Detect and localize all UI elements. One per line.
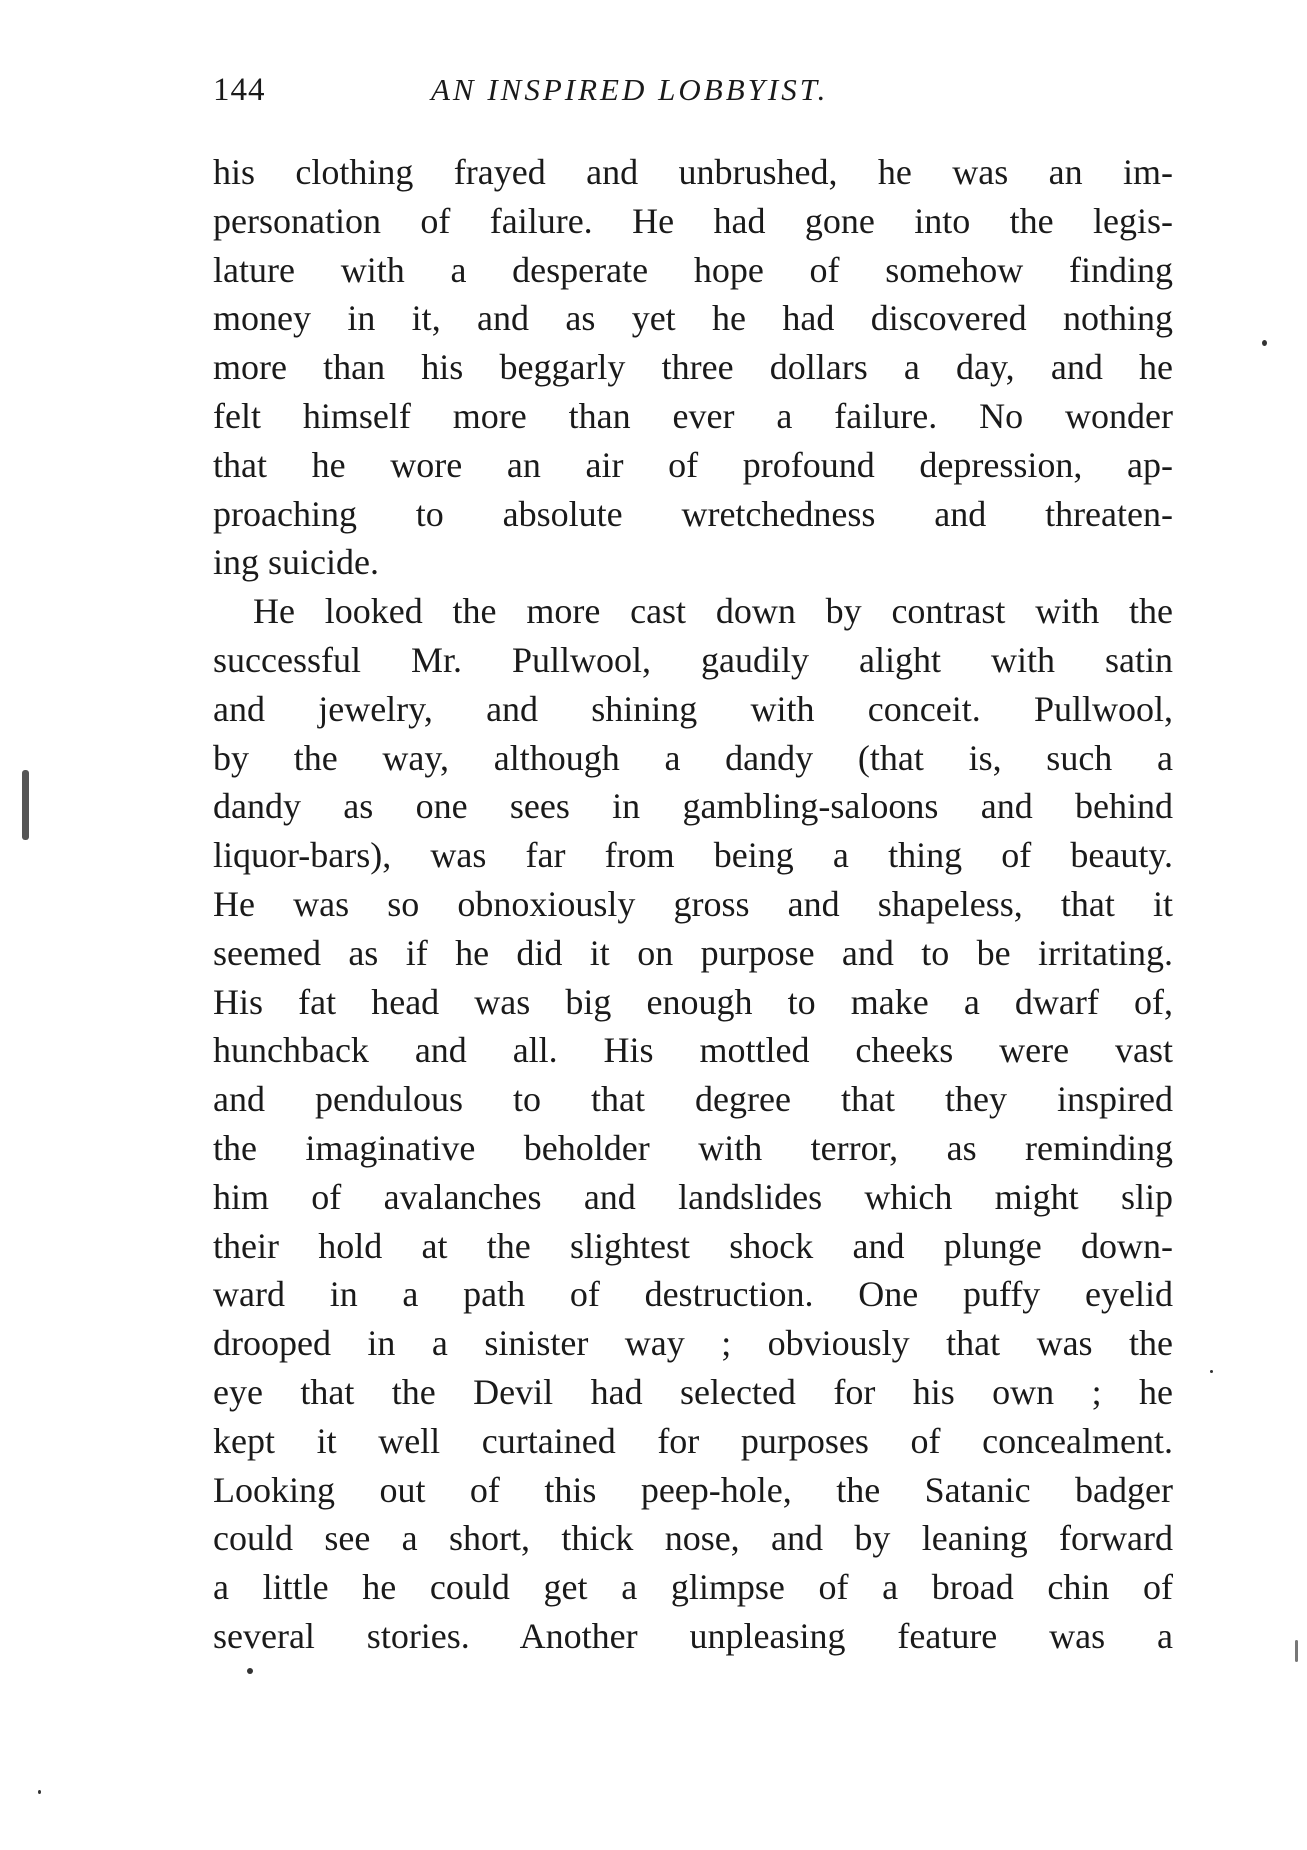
text-line: liquor-bars), was far from being a thing of beauty.	[213, 835, 1173, 876]
text-line: proaching to absolute wretchedness and threaten-	[213, 493, 1173, 534]
body-text	[213, 148, 1173, 1661]
running-title: AN INSPIRED LOBBYIST.	[431, 72, 829, 107]
scan-speck	[247, 1668, 253, 1674]
text-line: ward in a path of destruction. One puffy eyelid	[213, 1274, 1173, 1315]
scan-speck	[1295, 1640, 1298, 1662]
text-line: could see a short, thick nose, and by leaning forward	[213, 1518, 1173, 1559]
text-line: money in it, and as yet he had discovered nothing	[213, 298, 1173, 339]
text-line: more than his beggarly three dollars a day, and he	[213, 347, 1173, 388]
scan-speck	[1262, 340, 1267, 346]
scan-speck	[22, 770, 29, 840]
text-line: their hold at the slightest shock and plunge down-	[213, 1225, 1173, 1266]
scan-speck	[1210, 1370, 1213, 1373]
text-line: the imaginative beholder with terror, as reminding	[213, 1127, 1173, 1168]
text-line: lature with a desperate hope of somehow finding	[213, 249, 1173, 290]
text-line: hunchback and all. His mottled cheeks were vast	[213, 1030, 1173, 1071]
text-line: several stories. Another unpleasing feature was a	[213, 1615, 1173, 1656]
text-line: eye that the Devil had selected for his own ; he	[213, 1371, 1173, 1412]
text-line: and pendulous to that degree that they inspired	[213, 1079, 1173, 1120]
text-line: He was so obnoxiously gross and shapeless, that it	[213, 883, 1173, 924]
text-line: and jewelry, and shining with conceit. Pullwool,	[213, 688, 1173, 729]
text-line: Looking out of this peep-hole, the Satanic badger	[213, 1469, 1173, 1510]
page-number: 144	[213, 72, 266, 108]
text-line: ing suicide.	[213, 542, 379, 583]
text-line: His fat head was big enough to make a dwarf of,	[213, 981, 1173, 1022]
text-line: seemed as if he did it on purpose and to be irritating.	[213, 932, 1173, 973]
text-line: personation of failure. He had gone into the legis-	[213, 200, 1173, 241]
paragraph-start-line: He looked the more cast down by contrast with the	[253, 591, 1173, 632]
text-line: by the way, although a dandy (that is, such a	[213, 737, 1173, 778]
text-line: kept it well curtained for purposes of concealment.	[213, 1420, 1173, 1461]
text-line: drooped in a sinister way ; obviously that was the	[213, 1323, 1173, 1364]
text-line: felt himself more than ever a failure. No wonder	[213, 395, 1173, 436]
text-line: him of avalanches and landslides which might slip	[213, 1176, 1173, 1217]
text-line: a little he could get a glimpse of a broad chin of	[213, 1567, 1173, 1608]
scan-speck	[38, 1790, 41, 1794]
text-line: successful Mr. Pullwool, gaudily alight with satin	[213, 639, 1173, 680]
page-header	[213, 72, 1173, 122]
text-line: his clothing frayed and unbrushed, he was an im-	[213, 152, 1173, 192]
text-line: dandy as one sees in gambling-saloons and behind	[213, 786, 1173, 827]
text-line: that he wore an air of profound depression, ap-	[213, 444, 1173, 485]
